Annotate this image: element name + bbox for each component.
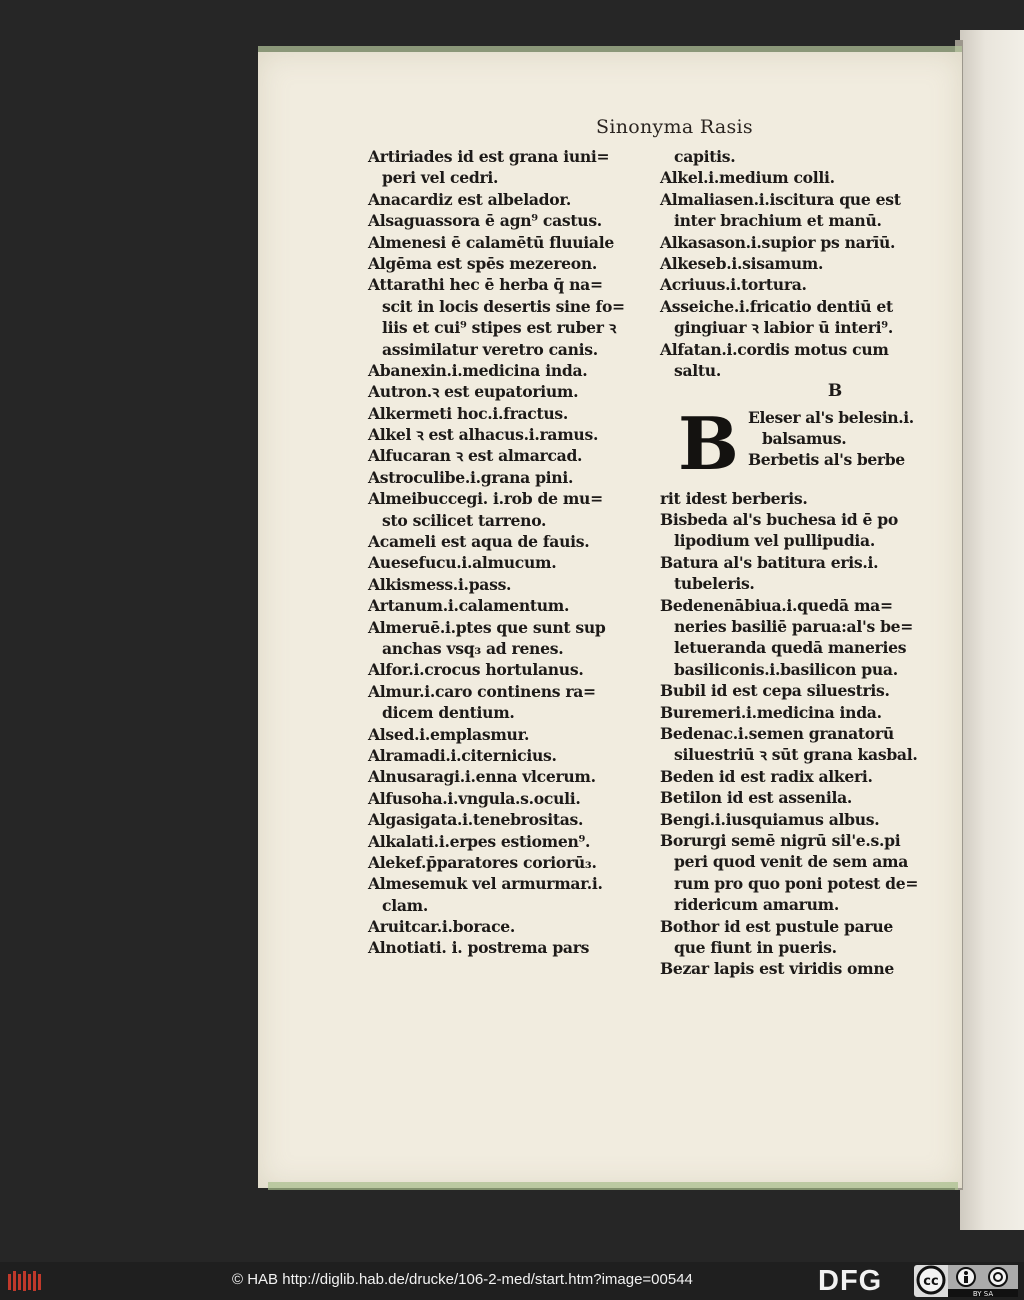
text-line: ridericum amarum. bbox=[674, 895, 839, 915]
text-line: rum pro quo poni potest de= bbox=[674, 873, 919, 893]
text-line: Bedenenābiua.i.quedā ma= bbox=[660, 595, 893, 615]
text-line: scit in locis desertis sine fo= bbox=[382, 296, 625, 316]
text-line: Artanum.i.calamentum. bbox=[368, 596, 570, 616]
left-column bbox=[368, 146, 648, 959]
text-line: siluestriū ꝛ sūt grana kasbal. bbox=[674, 745, 918, 765]
text-line: Batura al's batitura eris.i. bbox=[660, 552, 879, 572]
text-line: Alkel ꝛ est alhacus.i.ramus. bbox=[368, 425, 599, 445]
text-line: Almeibuccegi. i.rob de mu= bbox=[368, 489, 603, 509]
text-line: Bisbeda al's buchesa id ē po bbox=[660, 510, 898, 530]
text-line: dicem dentium. bbox=[382, 703, 515, 723]
license-caption: BY SA bbox=[972, 1290, 994, 1297]
text-line: que fiunt in pueris. bbox=[674, 937, 837, 957]
text-line: Acriuus.i.tortura. bbox=[660, 275, 807, 295]
text-line: Astroculibe.i.grana pini. bbox=[368, 467, 574, 487]
library-logo-icon[interactable] bbox=[6, 1268, 46, 1294]
text-line: Alkismess.i.pass. bbox=[368, 574, 512, 594]
text-line: Alkeseb.i.sisamum. bbox=[660, 253, 824, 273]
text-line: letueranda quedā maneries bbox=[674, 638, 907, 658]
text-line: Alsaguassora ē agn⁹ castus. bbox=[368, 211, 602, 231]
text-line: Almaliasen.i.iscitura que est bbox=[660, 189, 901, 209]
text-line: Autron.ꝛ est eupatorium. bbox=[368, 382, 579, 402]
text-line: peri quod venit de sem ama bbox=[674, 852, 909, 872]
text-line: neries basiliē parua:al's be= bbox=[674, 617, 914, 637]
running-head: Sinonyma Rasis bbox=[596, 116, 753, 138]
text-line: sto scilicet tarreno. bbox=[382, 510, 547, 530]
facing-page-edge bbox=[960, 30, 1024, 1230]
footer-bar bbox=[0, 1262, 1024, 1300]
text-line: Almeruē.i.ptes que sunt sup bbox=[368, 617, 606, 637]
text-line: balsamus. bbox=[762, 429, 847, 449]
text-line: Alnusaragi.i.enna vlcerum. bbox=[368, 767, 596, 787]
text-line: Alkalati.i.erpes estiomen⁹. bbox=[368, 831, 591, 851]
right-column bbox=[660, 146, 940, 980]
text-line: Abanexin.i.medicina inda. bbox=[368, 360, 588, 380]
text-line: Buremeri.i.medicina inda. bbox=[660, 702, 882, 722]
text-line: Almesemuk vel armurmar.i. bbox=[368, 874, 603, 894]
text-line: Eleser al's belesin.i. bbox=[748, 407, 914, 427]
text-line: Alsed.i.emplasmur. bbox=[368, 724, 530, 744]
text-line: Alfor.i.crocus hortulanus. bbox=[368, 660, 584, 680]
text-line: Bubil id est cepa siluestris. bbox=[660, 681, 890, 701]
text-line: tubeleris. bbox=[674, 574, 755, 594]
section-letter: B bbox=[827, 381, 843, 402]
text-line: Aruitcar.i.borace. bbox=[368, 917, 516, 937]
text-line: Artiriades id est grana iuni= bbox=[368, 147, 610, 166]
text-line: Alramadi.i.citernicius. bbox=[368, 745, 557, 765]
text-line: Alkel.i.medium colli. bbox=[660, 168, 835, 188]
text-line: Alkermeti hoc.i.fractus. bbox=[368, 403, 569, 423]
initial-block bbox=[660, 400, 940, 488]
text-line: rit idest berberis. bbox=[660, 488, 808, 508]
text-line: clam. bbox=[382, 895, 428, 915]
text-line: Almenesi ē calamētū fluuiale bbox=[368, 232, 614, 252]
text-line: Alekef.p̄paratores coriorū₃. bbox=[368, 852, 597, 872]
text-line: assimilatur veretro canis. bbox=[382, 339, 598, 359]
text-line: anchas vsq₃ ad renes. bbox=[382, 638, 564, 658]
dfg-logo[interactable]: DFG bbox=[818, 1265, 883, 1297]
text-line: Berbetis al's berbe bbox=[748, 450, 905, 470]
text-line: Almur.i.caro continens ra= bbox=[368, 681, 596, 701]
text-line: Attarathi hec ē herba q̄ na= bbox=[368, 275, 603, 295]
text-line: Asseiche.i.fricatio dentiū et bbox=[660, 296, 893, 316]
text-line: Borurgi semē nigrū sil'e.s.pi bbox=[660, 830, 901, 850]
text-line: gingiuar ꝛ labior ū interi⁹. bbox=[674, 318, 893, 338]
text-line: capitis. bbox=[674, 147, 736, 166]
text-line: Alkasason.i.supior ps narīū. bbox=[660, 232, 896, 252]
text-line: liis et cui⁹ stipes est ruber ꝛ bbox=[382, 318, 616, 338]
text-line: Acameli est aqua de fauis. bbox=[368, 532, 590, 552]
cc-by-sa-license-icon[interactable] bbox=[914, 1265, 1018, 1297]
text-line: lipodium vel pullipudia. bbox=[674, 531, 875, 551]
decorated-initial: B bbox=[678, 400, 739, 486]
text-line: Auesefucu.i.almucum. bbox=[368, 553, 557, 573]
text-line: inter brachium et manū. bbox=[674, 211, 882, 231]
text-line: Bedenac.i.semen granatorū bbox=[660, 723, 894, 743]
text-line: Algēma est spēs mezereon. bbox=[368, 253, 598, 273]
text-line: basiliconis.i.basilicon pua. bbox=[674, 659, 898, 679]
text-line: Bezar lapis est viridis omne bbox=[660, 959, 895, 979]
text-line: Alfucaran ꝛ est almarcad. bbox=[368, 446, 583, 466]
text-line: saltu. bbox=[674, 360, 721, 380]
text-line: Alnotiati. i. postrema pars bbox=[368, 938, 590, 958]
copyright-link[interactable]: © HAB http://diglib.hab.de/drucke/106-2-med/start.htm?image=00544 bbox=[232, 1271, 693, 1288]
svg-text:cc: cc bbox=[923, 1274, 939, 1289]
text-line: Alfusoha.i.vngula.s.oculi. bbox=[368, 788, 581, 808]
text-line: Algasigata.i.tenebrositas. bbox=[368, 810, 584, 830]
text-line: peri vel cedri. bbox=[382, 168, 499, 188]
text-line: Bothor id est pustule parue bbox=[660, 916, 893, 936]
text-line: Betilon id est assenila. bbox=[660, 788, 853, 808]
page-bottom-edge bbox=[268, 1182, 958, 1190]
text-line: Bengi.i.iusquiamus albus. bbox=[660, 809, 880, 829]
text-line: Anacardiz est albelador. bbox=[368, 189, 571, 209]
text-line: Beden id est radix alkeri. bbox=[660, 766, 873, 786]
text-line: Alfatan.i.cordis motus cum bbox=[660, 339, 889, 359]
